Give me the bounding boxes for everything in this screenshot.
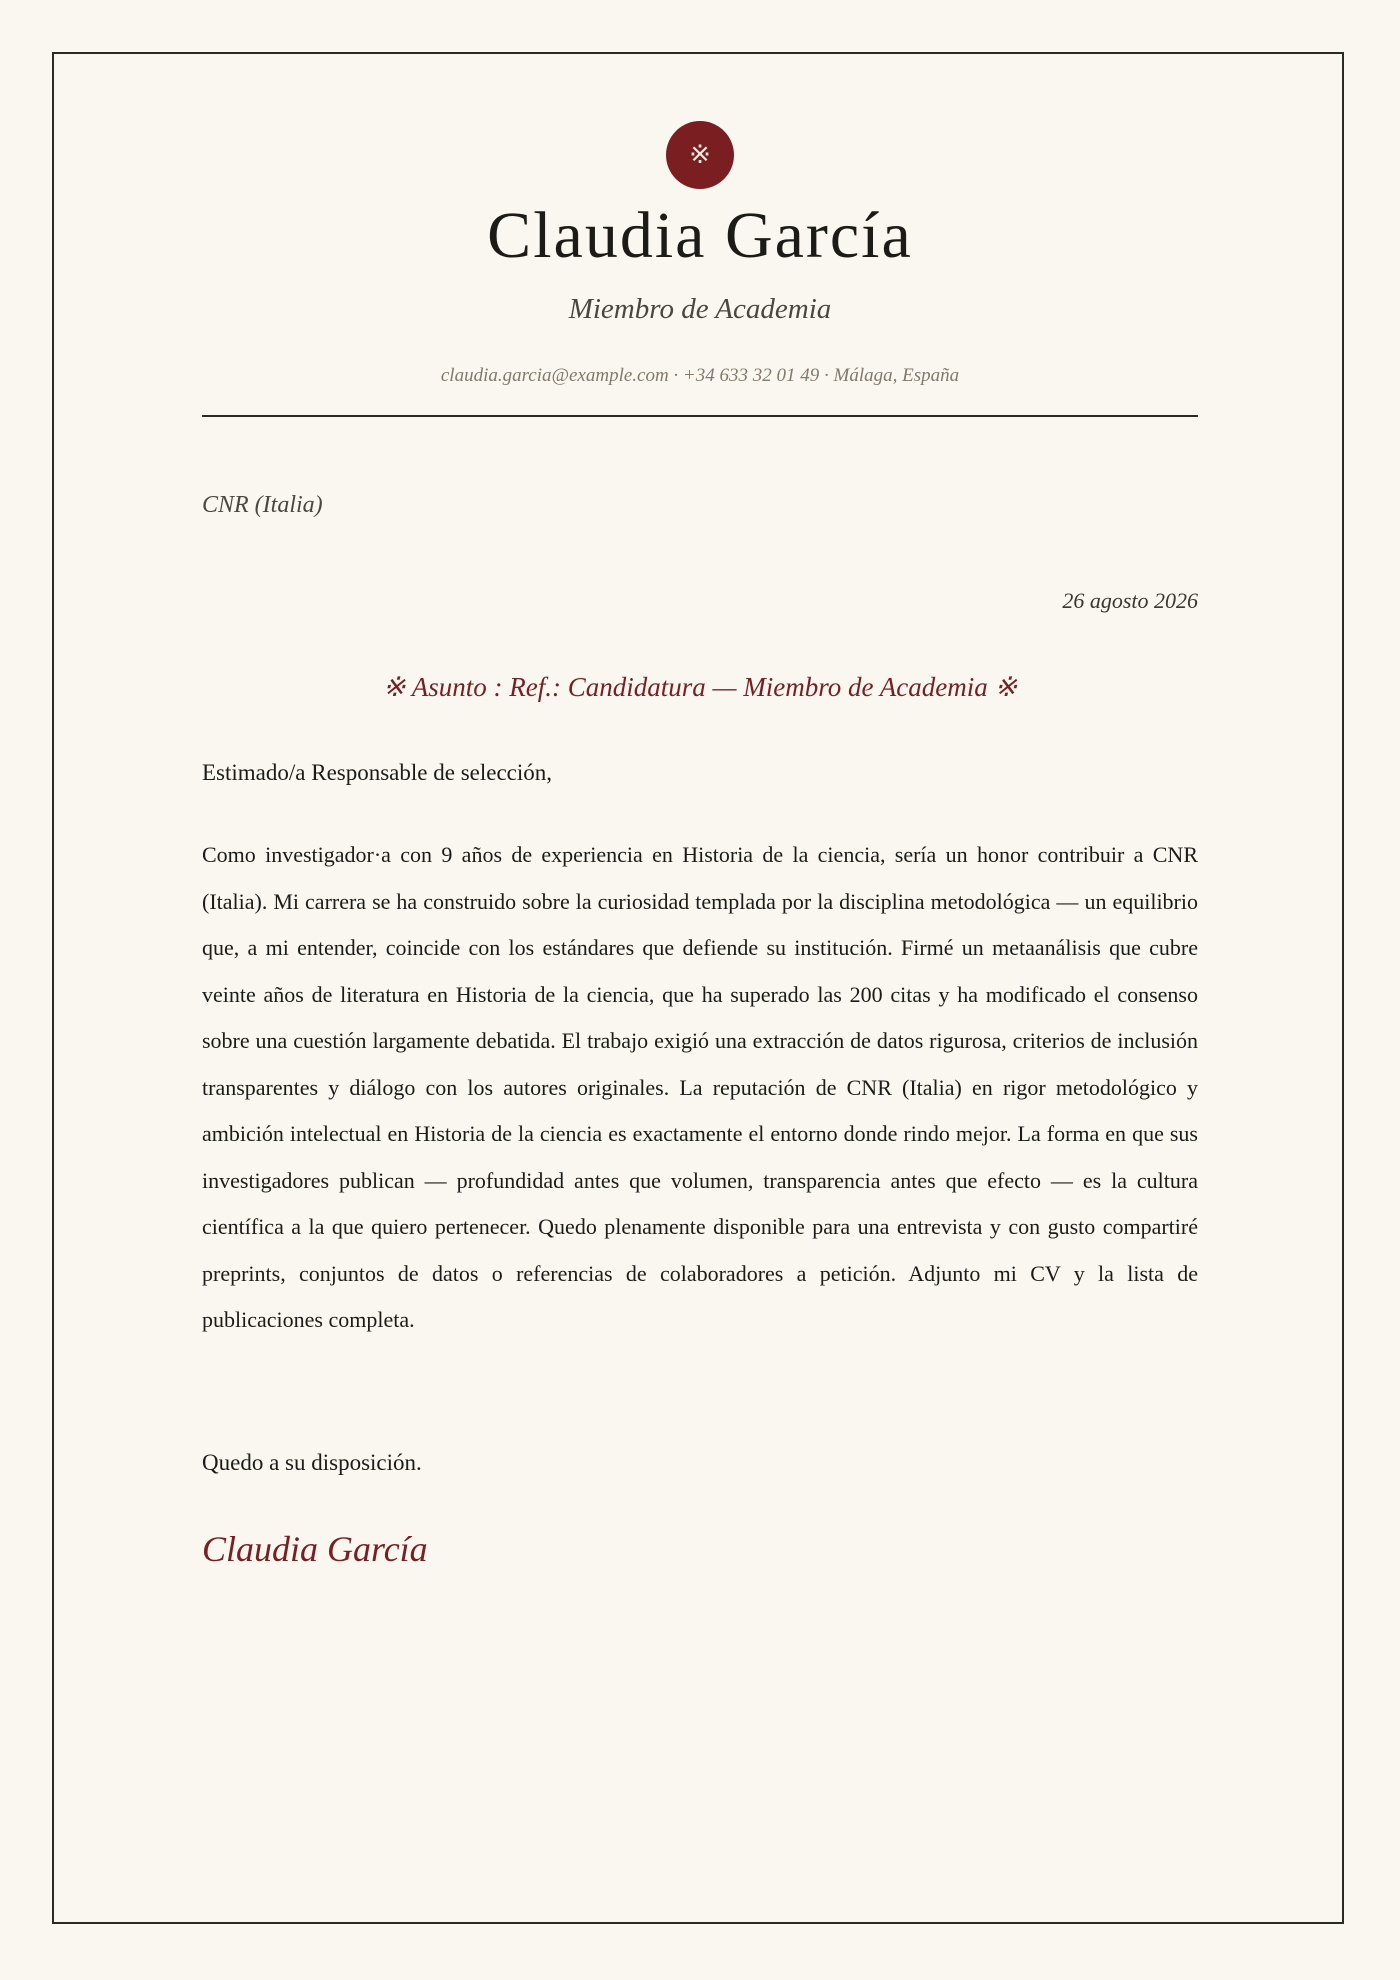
salutation: Estimado/a Responsable de selección, — [202, 760, 553, 785]
reference-mark-emblem-icon — [666, 121, 734, 189]
header-divider — [202, 415, 1198, 417]
closing: Quedo a su disposición. — [202, 1450, 422, 1475]
signature: Claudia García — [202, 1529, 428, 1569]
sender-role: Miembro de Academia — [568, 293, 832, 325]
letter-date: 26 agosto 2026 — [1062, 588, 1198, 613]
emblem-glyph: ※ — [689, 140, 711, 169]
letter-body: Como investigador·a con 9 años de experiencia en Historia de la ciencia, sería un honor contribuir a CNR (Italia). Mi carrera se ha construido sobre la curiosidad templada por la disciplina metodológica — un equilibrio que, a mi entender, coincide con los estándares que defiende su institución. Firmé un metaanálisis que cubre veinte años de literatura en Historia de la ciencia, que ha superado las 200 citas y ha modificado el consenso sobre una cuestión largamente debatida. El trabajo exigió una extracción de datos rigurosa, criterios de inclusión transparentes y diálogo con los autores originales. La reputación de CNR (Italia) en rigor metodológico y ambición intelectual en Historia de la ciencia es exactamente el entorno donde rindo mejor. La forma en que sus investigadores publican — profundidad antes que volumen, transparencia antes que efecto — es la cultura científica a la que quiero pertenecer. Quedo plenamente disponible para una entrevista y con gusto compartiré preprints, conjuntos de datos o referencias de colaboradores a petición. Adjunto mi CV y la lista de publicaciones completa. — [202, 842, 1198, 1332]
sender-contact: claudia.garcia@example.com · +34 633 32 01 49 · Málaga, España — [440, 365, 960, 386]
letter-subject: ※ Asunto : Ref.: Candidatura — Miembro de Academia ※ — [382, 672, 1018, 702]
recipient: CNR (Italia) — [202, 492, 323, 518]
sender-name: Claudia García — [487, 199, 913, 272]
